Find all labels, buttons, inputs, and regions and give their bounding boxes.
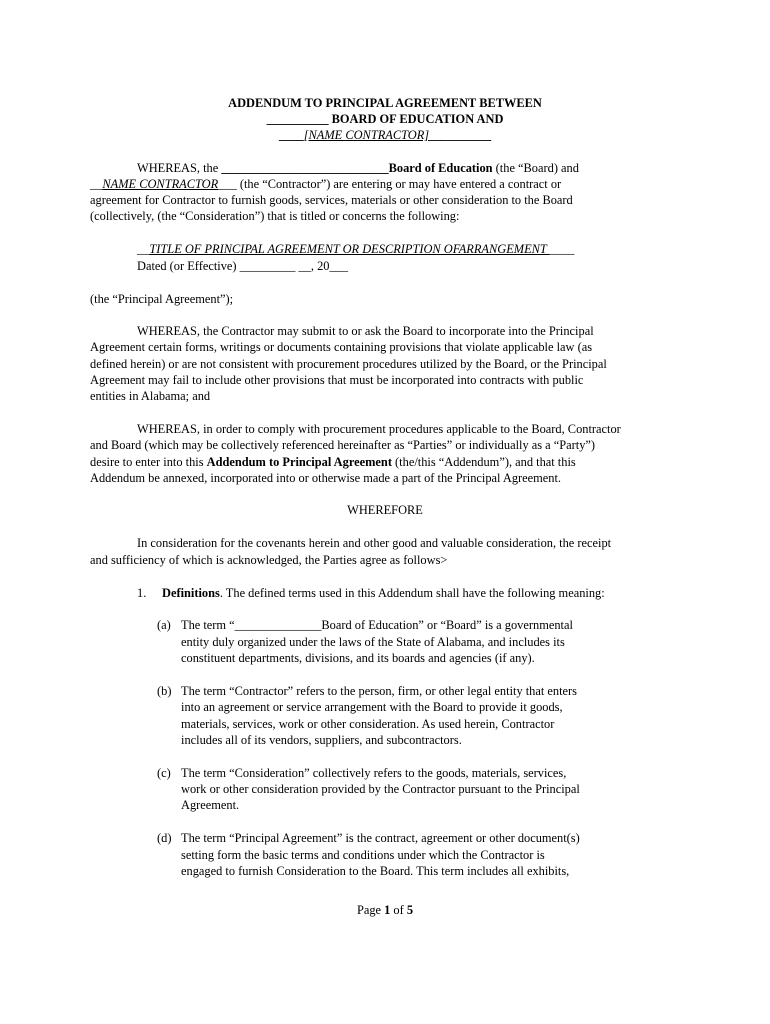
whereas1-line2-text: (the “Contractor”) are entering or may have entered a contract or	[236, 177, 562, 191]
item-c-label: (c)	[157, 766, 171, 780]
whereas3-line3	[90, 454, 576, 470]
item-d-line3: engaged to furnish Consideration to the Board. This term includes all exhibits,	[181, 864, 570, 878]
title-blank-post: __________	[429, 128, 492, 142]
item-a-line2: entity duly organized under the laws of the State of Alabama, and includes its	[181, 635, 565, 649]
total-pages: 5	[406, 903, 414, 917]
title-blank-pre: ____	[278, 128, 304, 142]
item-c-line2: work or other consideration provided by the Contractor pursuant to the Principal	[181, 782, 580, 796]
contractor-blank-post: ___	[218, 177, 237, 191]
contractor-name-placeholder: [NAME CONTRACTOR]	[303, 128, 430, 142]
document-title	[0, 95, 770, 111]
whereas3-line2: and Board (which may be collectively referenced hereinafter as “Parties” or individually as a “Party”)	[90, 438, 596, 452]
whereas3-text-b: (the/this “Addendum”), and that this	[391, 455, 576, 469]
item-d-label: (d)	[157, 831, 172, 845]
contractor-blank-pre: __	[90, 177, 103, 191]
whereas3-line4: Addendum be annexed, incorporated into or otherwise made a part of the Principal Agreement.	[90, 471, 562, 485]
agreement-title-line	[137, 241, 574, 257]
addendum-title-bold: Addendum to Principal Agreement	[206, 455, 392, 469]
page-number	[0, 902, 770, 918]
item-b-line2: into an agreement or service arrangement with the Board to provide it goods,	[181, 700, 563, 714]
title-line-1: ADDENDUM TO PRINCIPAL AGREEMENT BETWEEN	[228, 96, 542, 110]
current-page: 1	[384, 903, 391, 917]
item-d-line2: setting form the basic terms and conditions under which the Contractor is	[181, 848, 545, 862]
wherefore-heading: WHEREFORE	[347, 503, 423, 517]
item-c-line1: The term “Consideration” collectively refers to the goods, materials, services,	[181, 766, 567, 780]
whereas1-line4: (collectively, (the “Consideration”) that is titled or concerns the following:	[90, 209, 460, 223]
item-b-label: (b)	[157, 684, 172, 698]
whereas2-line3: defined herein) or are not consistent with procurement procedures utilized by the Board, or the Principal	[90, 357, 607, 371]
agreement-title-placeholder: TITLE OF PRINCIPAL AGREEMENT OR DESCRIPTION OFARRANGEMENT	[149, 242, 550, 256]
whereas2-line4: Agreement may fail to include other provisions that must be incorporated into contracts with public	[90, 373, 584, 387]
page-word: Page	[356, 903, 385, 917]
item-d-line1: The term “Principal Agreement” is the contract, agreement or other document(s)	[181, 831, 580, 845]
whereas3-text-a: desire to enter into this	[90, 455, 207, 469]
item-b-line3: materials, services, work or other consideration. As used herein, Contractor	[181, 717, 555, 731]
consideration-line1: In consideration for the covenants herein and other good and valuable consideration, the receipt	[137, 536, 612, 550]
item-c-line3: Agreement.	[181, 798, 240, 812]
item-a-line3: constituent departments, divisions, and its boards and agencies (if any).	[181, 651, 535, 665]
title-line-3	[0, 127, 770, 143]
item-b-line4: includes all of its vendors, suppliers, and subcontractors.	[181, 733, 462, 747]
whereas1-text-a: WHEREAS, the	[137, 161, 222, 175]
board-of-education-bold: Board of Education	[388, 161, 493, 175]
whereas2-line1: WHEREAS, the Contractor may submit to or ask the Board to incorporate into the Principal	[137, 324, 594, 338]
title-line-2	[0, 111, 770, 127]
section-1-number: 1.	[137, 586, 147, 600]
title-board-text: BOARD OF EDUCATION AND	[328, 112, 504, 126]
contractor-name-field: NAME CONTRACTOR	[102, 177, 219, 191]
whereas2-line5: entities in Alabama; and	[90, 389, 211, 403]
whereas3-line1: WHEREAS, in order to comply with procurement procedures applicable to the Board, Contractor	[137, 422, 621, 436]
whereas1-text-b: (the “Board) and	[492, 161, 579, 175]
item-b-line1: The term “Contractor” refers to the person, firm, or other legal entity that enters	[181, 684, 578, 698]
whereas2-line2: Agreement certain forms, writings or documents containing provisions that violate applicable law (as	[90, 340, 593, 354]
item-a-label: (a)	[157, 618, 171, 632]
definitions-intro: . The defined terms used in this Addendum shall have the following meaning:	[219, 586, 605, 600]
whereas1-line3: agreement for Contractor to furnish goods, services, materials or other consideration to the Board	[90, 193, 573, 207]
of-word: of	[390, 903, 407, 917]
agreement-title-blank-pre: __	[137, 242, 150, 256]
agreement-title-blank-post: ____	[549, 242, 575, 256]
board-name-blank: __________	[266, 112, 329, 126]
principal-agreement-line: (the “Principal Agreement”);	[90, 292, 234, 306]
definitions-heading: Definitions	[162, 586, 220, 600]
item-a-line1: The term “______________Board of Education” or “Board” is a governmental	[181, 618, 573, 632]
whereas1-line1	[137, 160, 579, 176]
section-1-heading	[162, 585, 605, 601]
whereas1-line2	[90, 176, 561, 192]
board-blank: ___________________________	[221, 161, 389, 175]
consideration-line2: and sufficiency of which is acknowledged, the Parties agree as follows>	[90, 553, 448, 567]
dated-line: Dated (or Effective) _________ __, 20___	[137, 259, 349, 273]
